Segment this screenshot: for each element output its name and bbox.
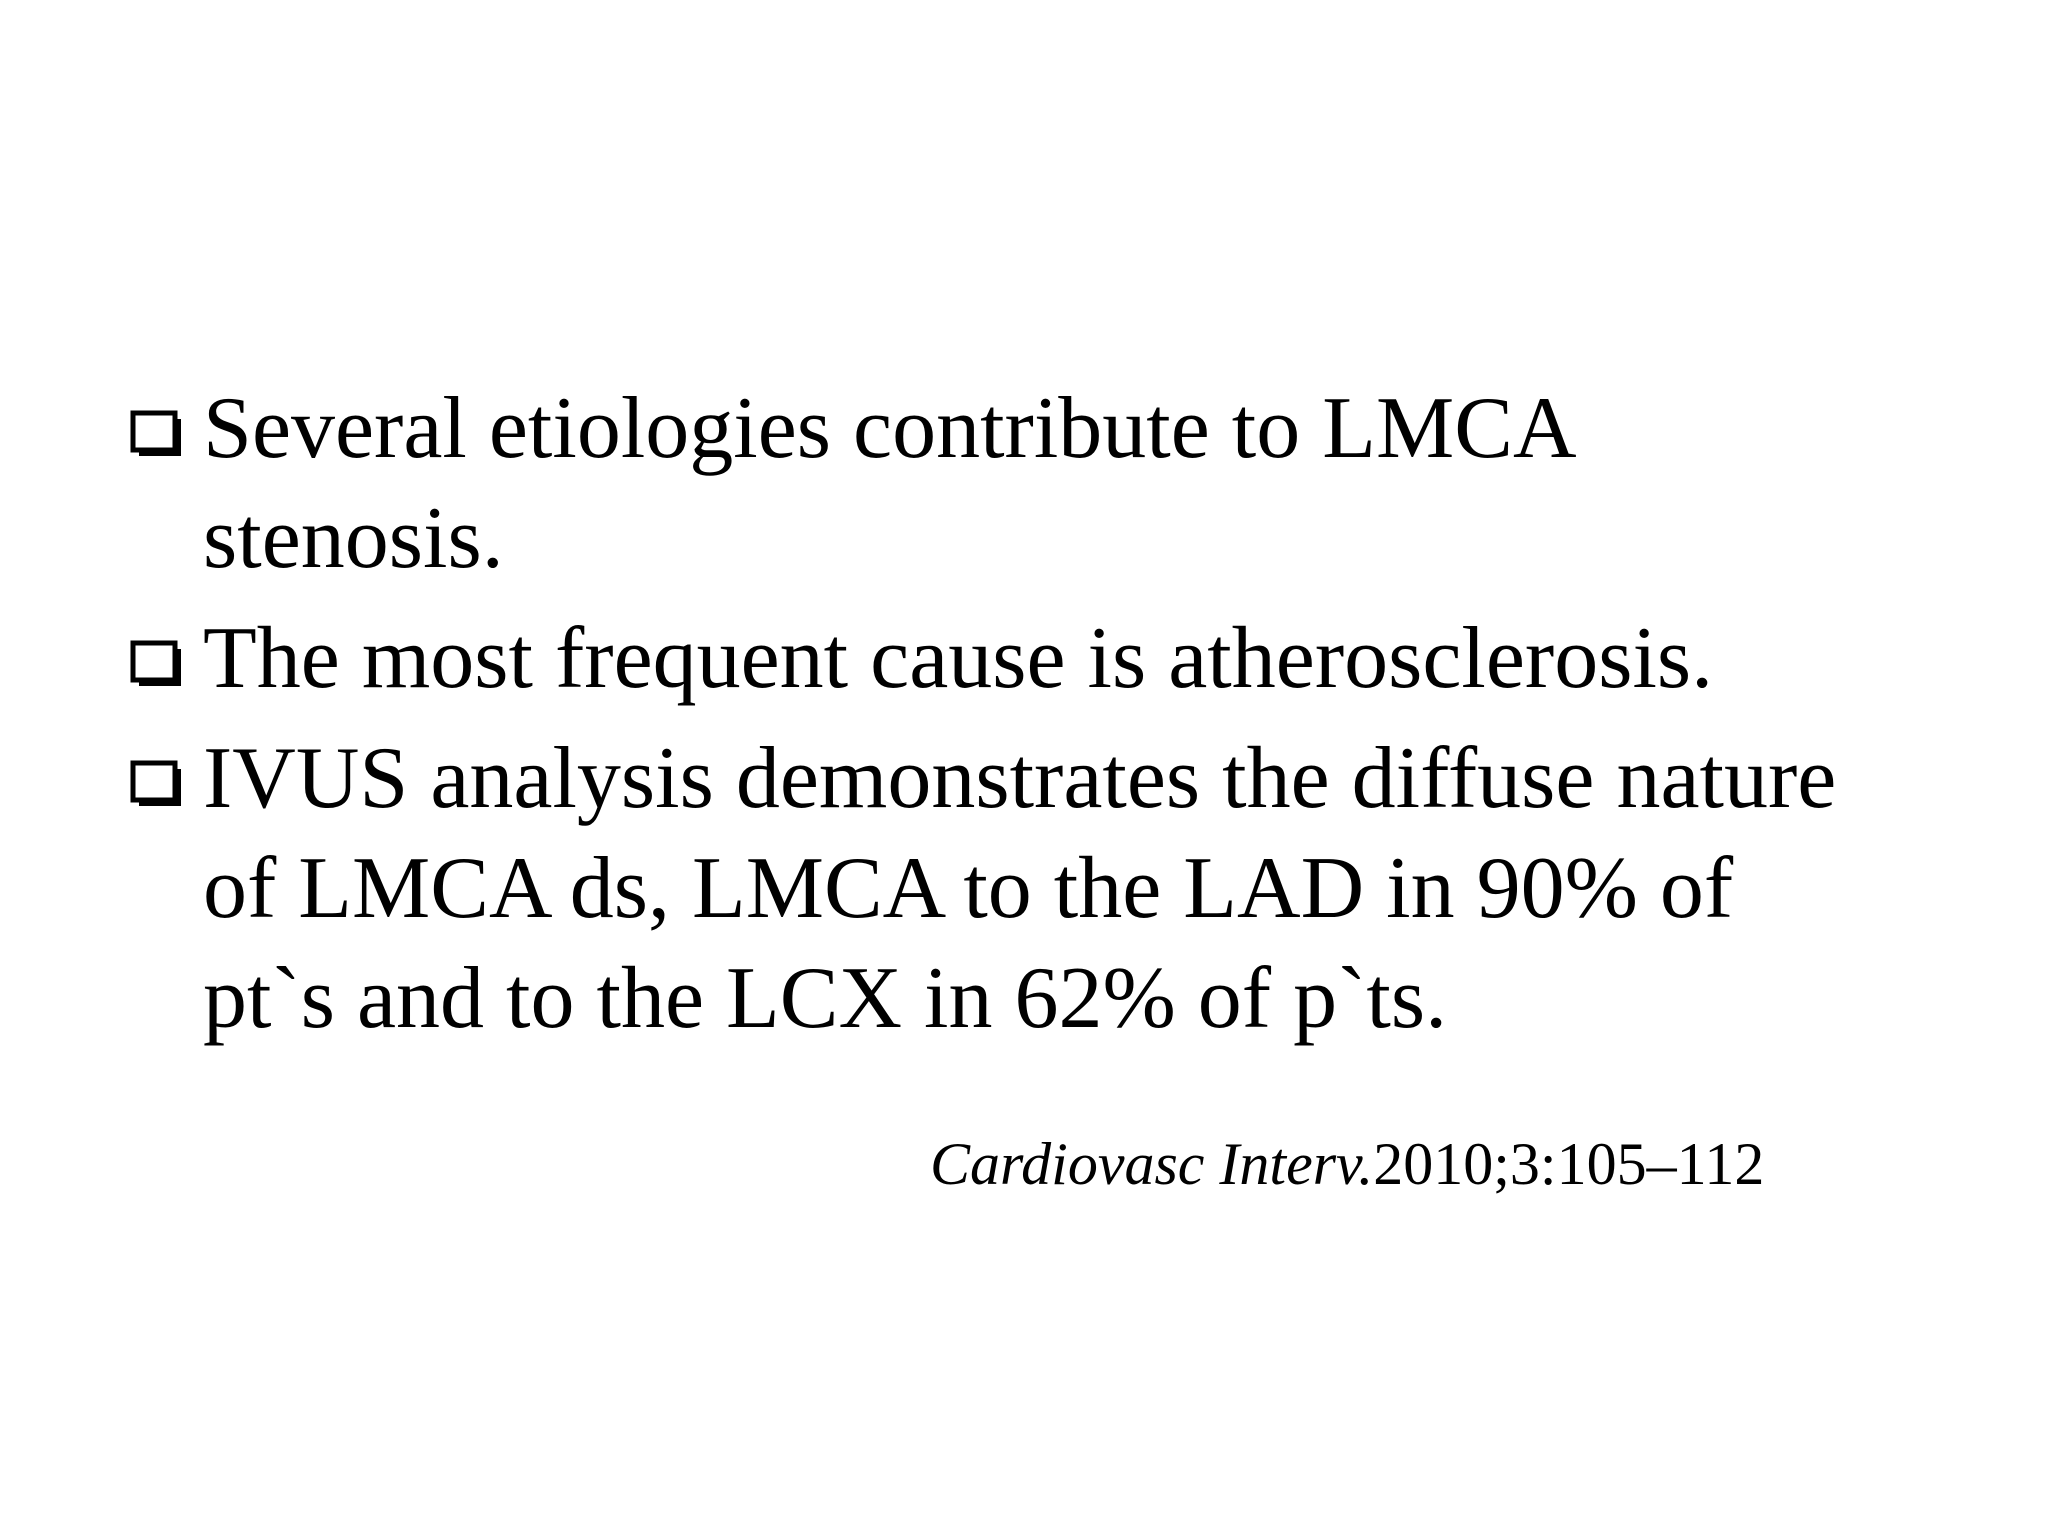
shadowed-square-bullet-icon <box>130 410 190 460</box>
bullet-text-line: The most frequent cause is atherosclerosis. <box>203 610 1714 707</box>
bullet-list <box>130 374 1960 1064</box>
citation-reference: 2010;3:105–112 <box>1373 1131 1765 1197</box>
bullet-item <box>130 374 1960 594</box>
shadowed-square-bullet-icon <box>130 640 190 690</box>
bullet-item <box>130 724 1960 1054</box>
bullet-text-line: stenosis. <box>203 490 504 587</box>
bullet-item <box>130 604 1960 714</box>
bullet-text-line: Several etiologies contribute to LMCA <box>203 380 1577 477</box>
bullet-text-line: IVUS analysis demonstrates the diffuse nature <box>203 730 1837 827</box>
bullet-text-line: of LMCA ds, LMCA to the LAD in 90% of <box>203 840 1734 937</box>
citation-journal: Cardiovasc Interv. <box>930 1131 1374 1197</box>
citation <box>930 1124 1764 1204</box>
bullet-text-line: pt`s and to the LCX in 62% of p`ts. <box>203 950 1448 1047</box>
shadowed-square-bullet-icon <box>130 760 190 810</box>
